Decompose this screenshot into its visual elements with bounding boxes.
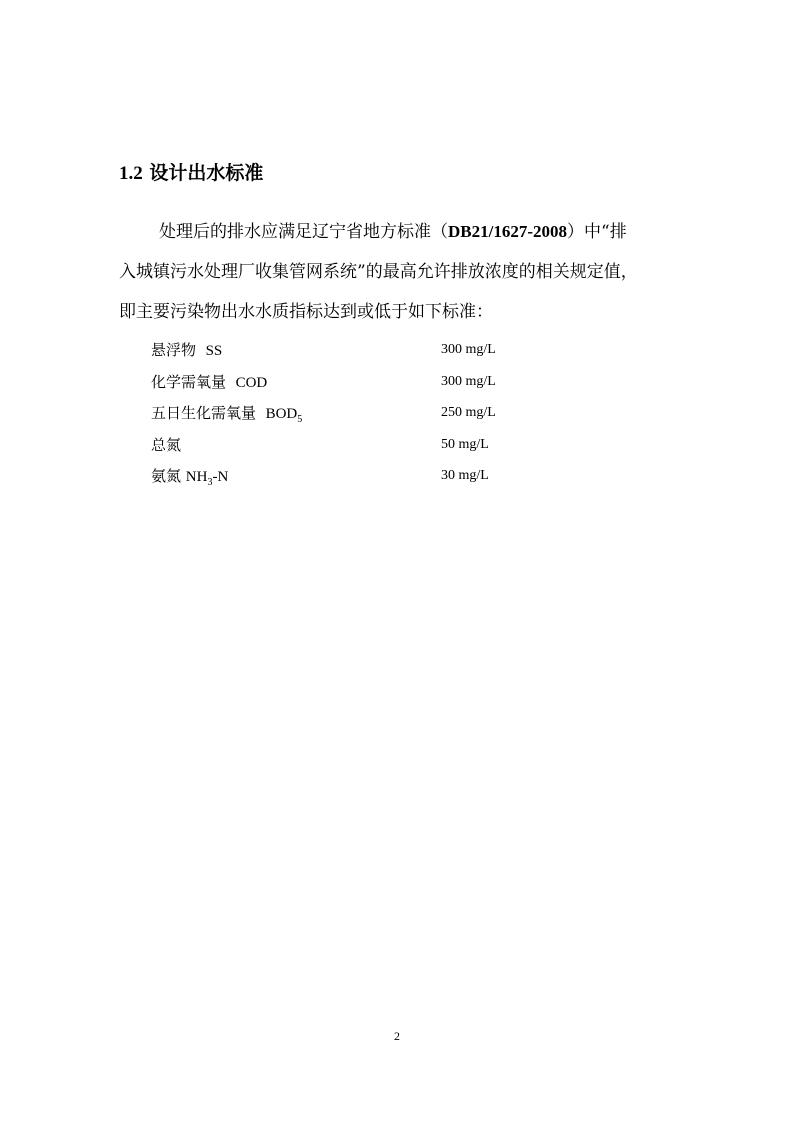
standard-name: [151, 370, 267, 395]
standard-row: [151, 464, 571, 496]
standard-name-code: NH: [185, 469, 208, 485]
standard-row: [151, 370, 571, 402]
standard-name-cn: 总氮: [151, 435, 182, 454]
paragraph-line-1: [119, 212, 685, 252]
standard-name-code: COD: [235, 374, 268, 391]
standard-name-cn: 悬浮物: [151, 341, 197, 359]
standard-name-cn: 五日生化需氧量: [151, 404, 257, 422]
paragraph-line-3: 即主要污染物出水水质指标达到或低于如下标准：: [119, 302, 493, 322]
standard-name-cn: 氨氮: [151, 467, 182, 485]
paragraph-line-2: 入城镇污水处理厂收集管网系统”的最高允许排放浓度的相关规定值，: [119, 262, 638, 282]
standard-name-code: SS: [205, 343, 223, 359]
standard-value: 30 mg/L: [441, 468, 489, 483]
standard-value: 50 mg/L: [441, 436, 489, 452]
body-paragraph: [119, 212, 685, 332]
section-title: 设计出水标准: [149, 162, 264, 184]
standard-name: [151, 464, 228, 495]
standard-name: [151, 401, 302, 432]
standards-list: [151, 338, 571, 496]
paragraph-text: ）中“排: [567, 222, 627, 242]
section-number: 1.2: [119, 163, 143, 184]
standard-value: 300 mg/L: [441, 373, 496, 389]
standard-name-subscript: 3: [207, 477, 213, 488]
standard-name-code: BOD: [265, 406, 298, 422]
standard-name-subscript: 5: [297, 414, 303, 425]
standard-name: [151, 433, 181, 457]
standard-row: [151, 401, 571, 433]
standard-value: 250 mg/L: [441, 405, 496, 420]
paragraph-text: 处理后的排水应满足辽宁省地方标准（: [159, 222, 448, 242]
standard-value: 300 mg/L: [441, 342, 496, 357]
section-heading: [119, 158, 263, 189]
standard-name: [151, 338, 222, 363]
standard-code: DB21/1627-2008: [448, 222, 567, 241]
standard-name-cn: 化学需氧量: [151, 372, 227, 391]
page-number: 2: [394, 1029, 400, 1043]
standard-name-suffix: -N: [212, 469, 229, 485]
standard-row: [151, 338, 571, 370]
standard-row: [151, 433, 571, 465]
